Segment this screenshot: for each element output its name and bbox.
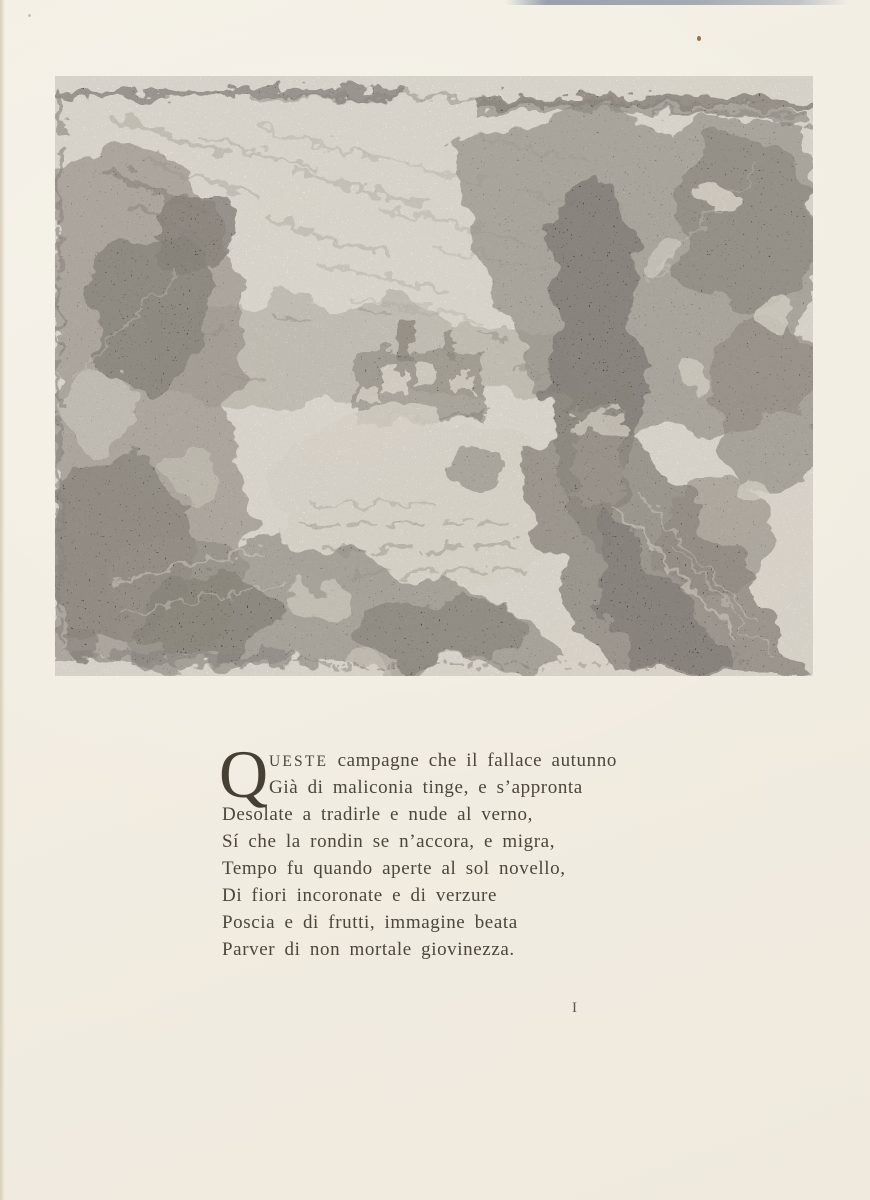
poem-line-8: Parver di non mortale giovinezza. (222, 939, 515, 960)
paper-speck (28, 14, 31, 17)
poem-line-1 (222, 747, 652, 774)
poem-line-3: Desolate a tradirle e nude al verno, (222, 804, 533, 825)
monotype-illustration (55, 76, 813, 676)
poem-line-2: Già di maliconia tinge, e s’appronta (269, 777, 583, 798)
poem-line-5: Tempo fu quando aperte al sol novello, (222, 858, 566, 879)
poem-line-7: Poscia e di frutti, immagine beata (222, 912, 518, 933)
paper-left-edge (0, 0, 5, 1200)
poem-line-1-text: campagne che il fallace autunno (337, 750, 617, 771)
poem-line-4: Sí che la rondin se n’accora, e migra, (222, 831, 556, 852)
page-number: I (572, 1000, 578, 1016)
paper-speck (697, 36, 701, 41)
scan-top-edge (505, 0, 850, 5)
poem-stanza (219, 736, 652, 963)
poem-line-1-smallcaps: UESTE (269, 753, 329, 770)
drop-cap-letter: Q (219, 736, 269, 812)
poem-line-6: Di fiori incoronate e di verzure (222, 885, 498, 906)
